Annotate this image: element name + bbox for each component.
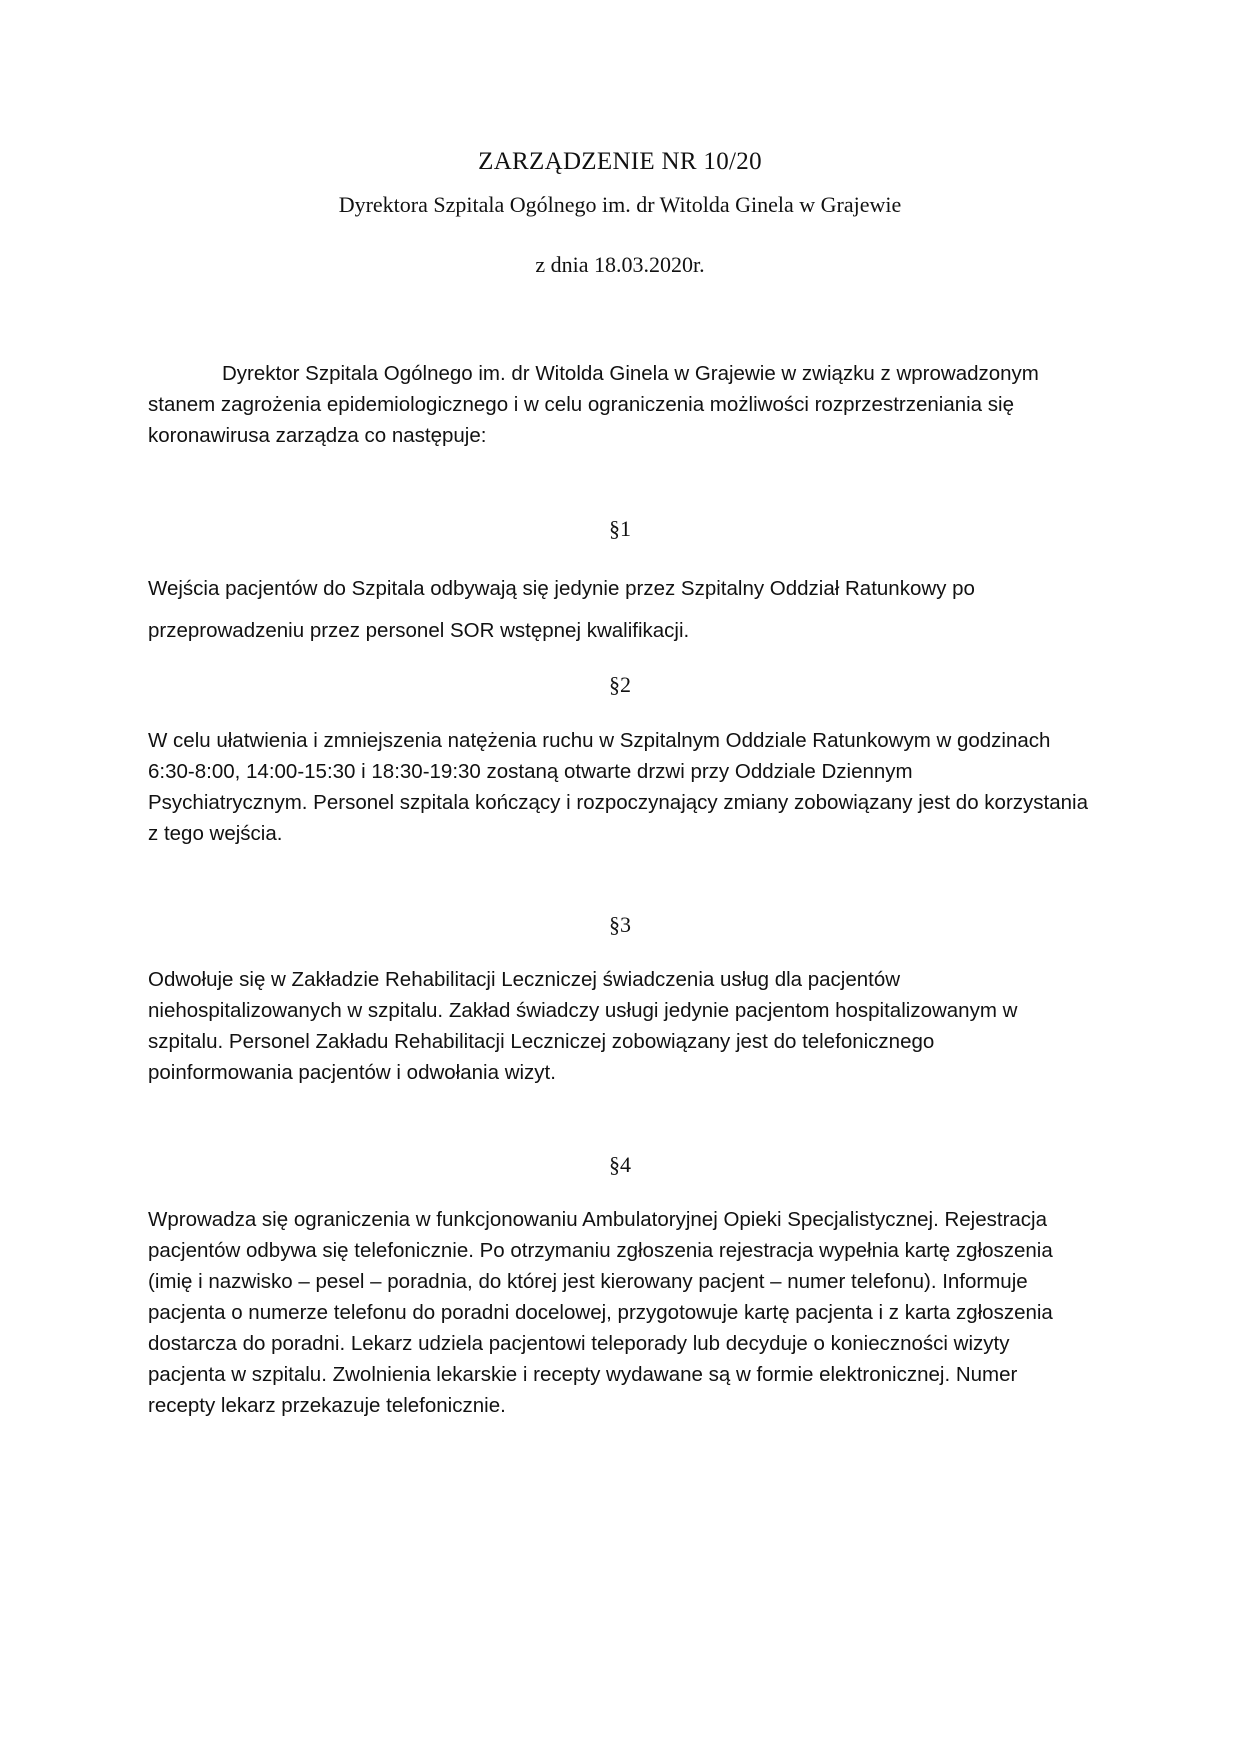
document-date: z dnia 18.03.2020r. [535,252,705,277]
section-3-line: poinformowania pacjentów i odwołania wizyt. [148,1061,556,1084]
section-4-text [148,1204,1108,1421]
section-2-line: W celu ułatwienia i zmniejszenia natężenia ruchu w Szpitalnym Oddziale Ratunkowym w godzinach [148,729,1051,752]
section-2-text [148,725,1108,849]
section-3-line: szpitalu. Personel Zakładu Rehabilitacji Leczniczej zobowiązany jest do telefonicznego [148,1030,935,1053]
section-1-line: Wejścia pacjentów do Szpitala odbywają się jedynie przez Szpitalny Oddział Ratunkowy po [148,577,975,600]
intro-line: koronawirusa zarządza co następuje: [148,424,487,447]
section-3-text [148,964,1108,1088]
section-3-line: niehospitalizowanych w szpitalu. Zakład świadczy usługi jedynie pacjentom hospitalizowanym w [148,999,1018,1022]
section-4-line: recepty lekarz przekazuje telefonicznie. [148,1394,506,1417]
section-3-mark: §3 [609,912,631,937]
document-title: ZARZĄDZENIE NR 10/20 [478,148,762,175]
section-4-line: (imię i nazwisko – pesel – poradnia, do której jest kierowany pacjent – numer telefonu). Informuje [148,1270,1028,1293]
intro-line: Dyrektor Szpitala Ogólnego im. dr Witolda Ginela w Grajewie w związku z wprowadzonym [222,362,1039,385]
section-4-line: pacjentów odbywa się telefonicznie. Po otrzymaniu zgłoszenia rejestracja wypełnia kartę zgłoszenia [148,1239,1053,1262]
section-4-line: Wprowadza się ograniczenia w funkcjonowaniu Ambulatoryjnej Opieki Specjalistycznej. Rejestracja [148,1208,1048,1231]
section-4-line: dostarcza do poradni. Lekarz udziela pacjentowi teleporady lub decyduje o konieczności wizyty [148,1332,1010,1355]
section-4-line: pacjenta o numerze telefonu do poradni docelowej, przygotowuje kartę pacjenta i z karta zgłoszenia [148,1301,1053,1324]
section-2-line: z tego wejścia. [148,822,283,845]
section-2-mark: §2 [609,672,631,697]
intro-line: stanem zagrożenia epidemiologicznego i w celu ograniczenia możliwości rozprzestrzeniania się [148,393,1014,416]
section-2-line: Psychiatrycznym. Personel szpitala kończący i rozpoczynający zmiany zobowiązany jest do korzystania [148,791,1088,814]
section-3-line: Odwołuje się w Zakładzie Rehabilitacji Leczniczej świadczenia usług dla pacjentów [148,968,901,991]
section-2-line: 6:30-8:00, 14:00-15:30 i 18:30-19:30 zostaną otwarte drzwi przy Oddziale Dziennym [148,760,913,783]
section-1-text [148,568,1108,652]
intro-paragraph [148,358,1108,451]
section-1-mark: §1 [609,516,631,541]
document-subtitle: Dyrektora Szpitala Ogólnego im. dr Witolda Ginela w Grajewie [338,192,902,217]
section-1-line: przeprowadzeniu przez personel SOR wstępnej kwalifikacji. [148,619,690,642]
section-4-line: pacjenta w szpitalu. Zwolnienia lekarskie i recepty wydawane są w formie elektronicznej. Numer [148,1363,1018,1386]
section-4-mark: §4 [609,1152,631,1177]
